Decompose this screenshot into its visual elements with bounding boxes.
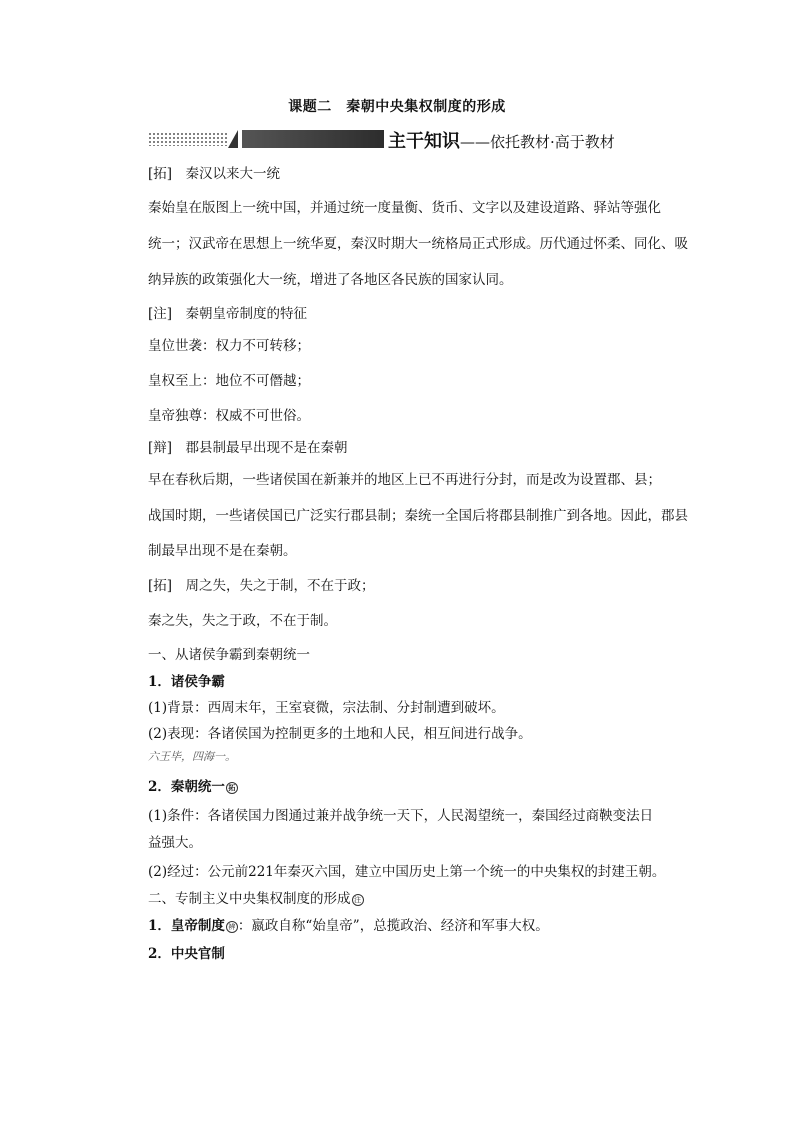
paragraph-line: 制最早出现不是在秦朝。 — [148, 543, 297, 559]
page-title: 课题二 秦朝中央集权制度的形成 — [288, 99, 506, 115]
paragraph-line: 统一；汉武帝在思想上一统华夏，秦汉时期大一统格局正式形成。历代通过怀柔、同化、吸 — [148, 236, 688, 252]
banner-dot-pattern — [148, 132, 228, 146]
list-item: (1)背景：西周末年，王室衰微，宗法制、分封制遭到破坏。 — [148, 700, 505, 716]
list-item-continued: 益强大。 — [148, 835, 202, 851]
list-item-text: ：嬴政自称“始皇帝”，总揽政治、经济和军事大权。 — [237, 918, 549, 934]
note-heading-tuo-1: [拓] 秦汉以来大一统 — [148, 166, 281, 182]
annotation-mark-icon: 拓 — [226, 782, 238, 794]
feature-line: 皇权至上：地位不可僭越； — [148, 373, 310, 389]
banner-heading — [384, 127, 617, 153]
paragraph-line: 秦之失，失之于政，不在于制。 — [148, 613, 337, 629]
annotation-mark-icon: 注 — [352, 894, 364, 906]
handwritten-note: 六王毕，四海一。 — [148, 750, 236, 763]
list-item: (1)条件：各诸侯国力图通过兼并战争统一天下，人民渴望统一，秦国经过商鞅变法日 — [148, 808, 654, 824]
section-heading-2-text: 二、专制主义中央集权制度的形成 — [148, 891, 351, 907]
banner-sub-text: ——依托教材·高于教材 — [460, 133, 615, 151]
banner-main-text: 主干知识 — [388, 131, 460, 152]
note-heading-zhu: [注] 秦朝皇帝制度的特征 — [148, 306, 308, 322]
note-heading-bian: [辩] 郡县制最早出现不是在秦朝 — [148, 440, 348, 456]
paragraph-line: 纳异族的政策强化大一统，增进了各地区各民族的国家认同。 — [148, 272, 513, 288]
note-heading-tuo-2: [拓] 周之失，失之于制，不在于政； — [148, 578, 375, 594]
annotation-mark-icon: 辨 — [226, 921, 238, 933]
paragraph-line: 战国时期，一些诸侯国已广泛实行郡县制；秦统一全国后将郡县制推广到各地。因此，郡县 — [148, 508, 688, 524]
section-banner — [148, 128, 615, 152]
subsection-heading-3: 2．中央官制 — [148, 946, 225, 962]
paragraph-line: 早在春秋后期，一些诸侯国在新兼并的地区上已不再进行分封，而是改为设置郡、县； — [148, 472, 661, 488]
list-item: (2)表现：各诸侯国为控制更多的土地和人民，相互间进行战争。 — [148, 726, 532, 742]
subsection-heading-2-text: 2．秦朝统一 — [148, 779, 225, 795]
list-item-label: 1．皇帝制度 — [148, 918, 225, 934]
list-item — [148, 914, 678, 934]
paragraph-line: 秦始皇在版图上一统中国，并通过统一度量衡、货币、文字以及建设道路、驿站等强化 — [148, 200, 661, 216]
subsection-heading-2 — [148, 775, 678, 795]
banner-slash — [228, 130, 238, 148]
list-item: (2)经过：公元前221年秦灭六国，建立中国历史上第一个统一的中央集权的封建王朝。 — [148, 864, 666, 880]
feature-line: 皇位世袭：权力不可转移； — [148, 338, 310, 354]
feature-line: 皇帝独尊：权威不可世俗。 — [148, 408, 310, 424]
section-heading-2 — [148, 887, 678, 907]
subsection-heading-1: 1．诸侯争霸 — [148, 674, 225, 690]
section-heading-1: 一、从诸侯争霸到秦朝统一 — [148, 647, 310, 663]
